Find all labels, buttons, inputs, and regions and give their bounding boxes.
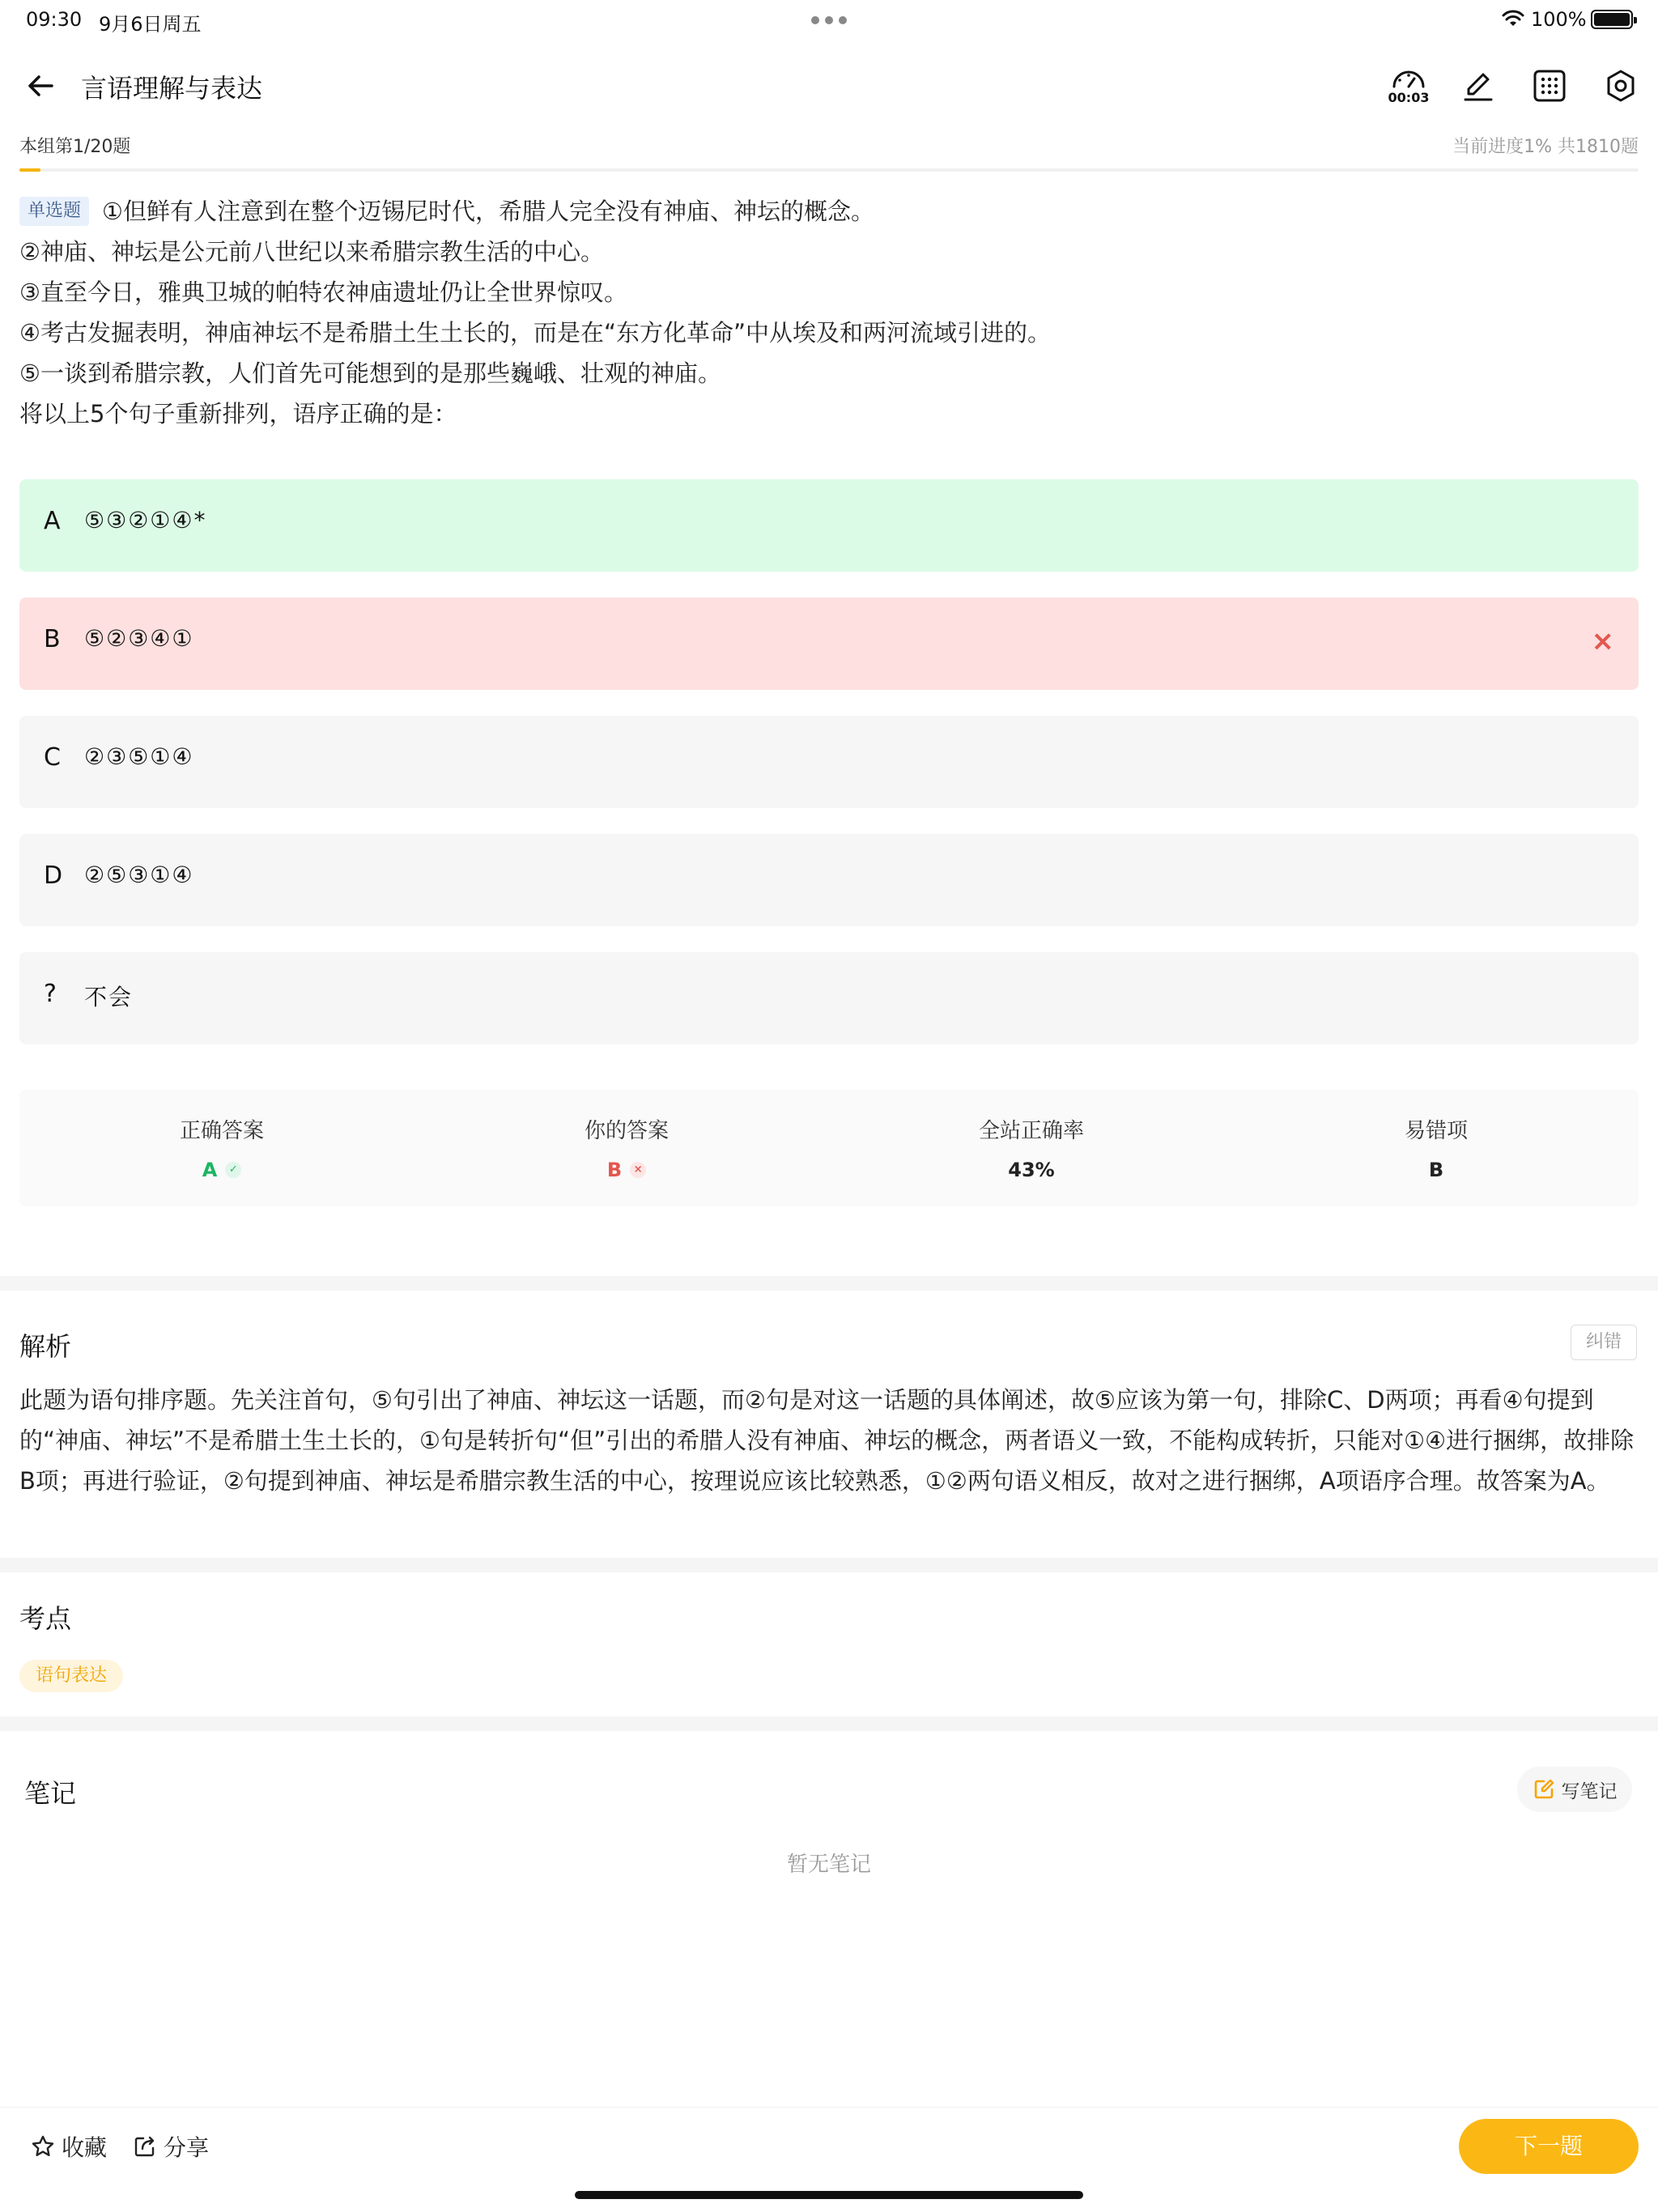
knowledge-title: 考点	[19, 1603, 72, 1634]
option-text: ⑤②③④①	[84, 625, 194, 652]
option-b[interactable]	[19, 598, 1639, 690]
favorite-label: 收藏	[62, 2134, 108, 2161]
grid-icon	[1532, 68, 1567, 104]
question-prompt: 将以上5个句子重新排列，语序正确的是：	[19, 400, 457, 428]
speedometer-icon	[1391, 67, 1426, 91]
write-note-button[interactable]	[1517, 1767, 1632, 1812]
timer-button[interactable]	[1383, 60, 1435, 112]
option-letter: ?	[44, 980, 57, 1008]
empty-notes-text: 暂无笔记	[786, 1853, 871, 1877]
section-divider	[0, 1276, 1658, 1291]
page-title: 言语理解与表达	[81, 73, 263, 104]
status-bar	[0, 0, 1658, 39]
question-type-badge: 单选题	[19, 197, 89, 226]
question-line: ⑤一谈到希腊宗教，人们首先可能想到的是那些巍峨、壮观的神庙。	[19, 359, 721, 387]
nav-header	[0, 53, 1658, 118]
note-edit-icon	[1533, 1778, 1555, 1801]
analysis-title: 解析	[19, 1331, 72, 1362]
edit-button[interactable]	[1452, 60, 1504, 112]
bottom-toolbar	[0, 2107, 1658, 2184]
option-text: ⑤③②①④*	[84, 507, 207, 534]
favorite-button[interactable]	[31, 2130, 107, 2163]
stat-value: A ✓	[100, 1159, 343, 1181]
progress-bar-section	[19, 130, 1639, 175]
option-letter: A	[44, 507, 61, 535]
option-text: 不会	[84, 984, 134, 1010]
option-c[interactable]	[19, 716, 1639, 808]
check-icon: ✓	[225, 1162, 241, 1178]
option-letter: B	[44, 625, 61, 653]
battery-icon	[1591, 10, 1633, 29]
question-line: ④考古发掘表明，神庙神坛不是希腊土生土长的，而是在“东方化革命”中从埃及和两河流域引进的。	[19, 319, 1052, 347]
status-time: 09:30	[26, 8, 83, 31]
group-progress: 本组第1/20题	[19, 137, 131, 157]
question-line: ②神庙、神坛是公元前八世纪以来希腊宗教生活的中心。	[19, 238, 604, 266]
notes-title: 笔记	[24, 1778, 77, 1809]
wrong-mark-icon: ×	[1591, 625, 1614, 657]
option-text: ②⑤③①④	[84, 861, 194, 888]
pen-icon	[1460, 68, 1496, 104]
write-note-label: 写笔记	[1561, 1780, 1618, 1802]
progress-fill	[19, 168, 40, 172]
question-stem	[19, 191, 1639, 434]
question-line: ①但鲜有人注意到在整个迈锡尼时代，希腊人完全没有神庙、神坛的概念。	[102, 198, 875, 225]
question-line: ③直至今日，雅典卫城的帕特农神庙遗址仍让全世界惊叹。	[19, 279, 627, 306]
settings-button[interactable]	[1595, 60, 1647, 112]
wifi-icon	[1501, 8, 1525, 29]
star-icon	[31, 2134, 55, 2159]
option-text: ②③⑤①④	[84, 743, 194, 770]
option-dont-know[interactable]	[19, 952, 1639, 1044]
back-button[interactable]	[19, 65, 62, 107]
stat-label: 易错项	[1404, 1119, 1468, 1143]
progress-track	[19, 168, 1639, 172]
answer-sheet-button[interactable]	[1524, 60, 1575, 112]
stat-accuracy	[910, 1114, 1153, 1181]
cross-icon: ×	[630, 1162, 646, 1178]
knowledge-tag[interactable]: 语句表达	[19, 1660, 123, 1692]
stat-label: 你的答案	[584, 1119, 669, 1143]
overall-progress: 当前进度1% 共1810题	[1452, 137, 1639, 157]
option-d[interactable]	[19, 834, 1639, 926]
section-divider	[0, 1558, 1658, 1572]
stat-label: 正确答案	[179, 1119, 264, 1143]
share-icon	[133, 2134, 157, 2159]
share-button[interactable]	[133, 2130, 209, 2163]
timer-value: 00:03	[1388, 89, 1430, 105]
stat-label: 全站正确率	[978, 1119, 1084, 1143]
option-letter: D	[44, 861, 63, 890]
arrow-left-icon	[26, 71, 55, 100]
gear-icon	[1603, 68, 1639, 104]
report-error-button[interactable]: 纠错	[1571, 1325, 1637, 1360]
stat-value: B ×	[505, 1159, 748, 1181]
answer-stats	[19, 1090, 1639, 1206]
section-divider	[0, 1716, 1658, 1731]
share-label: 分享	[164, 2134, 210, 2161]
stat-common-error	[1315, 1114, 1558, 1181]
stat-value: B	[1428, 1159, 1444, 1181]
stat-your-answer	[505, 1114, 748, 1181]
multitask-dots-icon[interactable]	[811, 16, 847, 24]
stat-correct-answer	[100, 1114, 343, 1181]
option-a[interactable]	[19, 479, 1639, 572]
status-date: 9月6日周五	[99, 13, 202, 36]
stat-value: 43%	[1008, 1159, 1055, 1181]
analysis-text: 此题为语句排序题。先关注首句，⑤句引出了神庙、神坛这一话题，而②句是对这一话题的具体阐述，故⑤应该为第一句，排除C、D两项；再看④句提到的“神庙、神坛”不是希腊土生土长的，①句是转折句“但”引出的希腊人没有神庙、神坛的概念，两者语义一致，不能构成转折，只能对①④进行捆绑，故排除B项；再进行验证，②句提到神庙、神坛是希腊宗教生活的中心，按理说应该比较熟悉，①②两句语义相反，故对之进行捆绑，A项语序合理。故答案为A。	[19, 1386, 1635, 1495]
home-indicator[interactable]	[575, 2191, 1083, 2199]
next-question-button[interactable]: 下一题	[1459, 2119, 1639, 2174]
battery-percent: 100%	[1531, 8, 1587, 31]
option-letter: C	[44, 743, 61, 772]
